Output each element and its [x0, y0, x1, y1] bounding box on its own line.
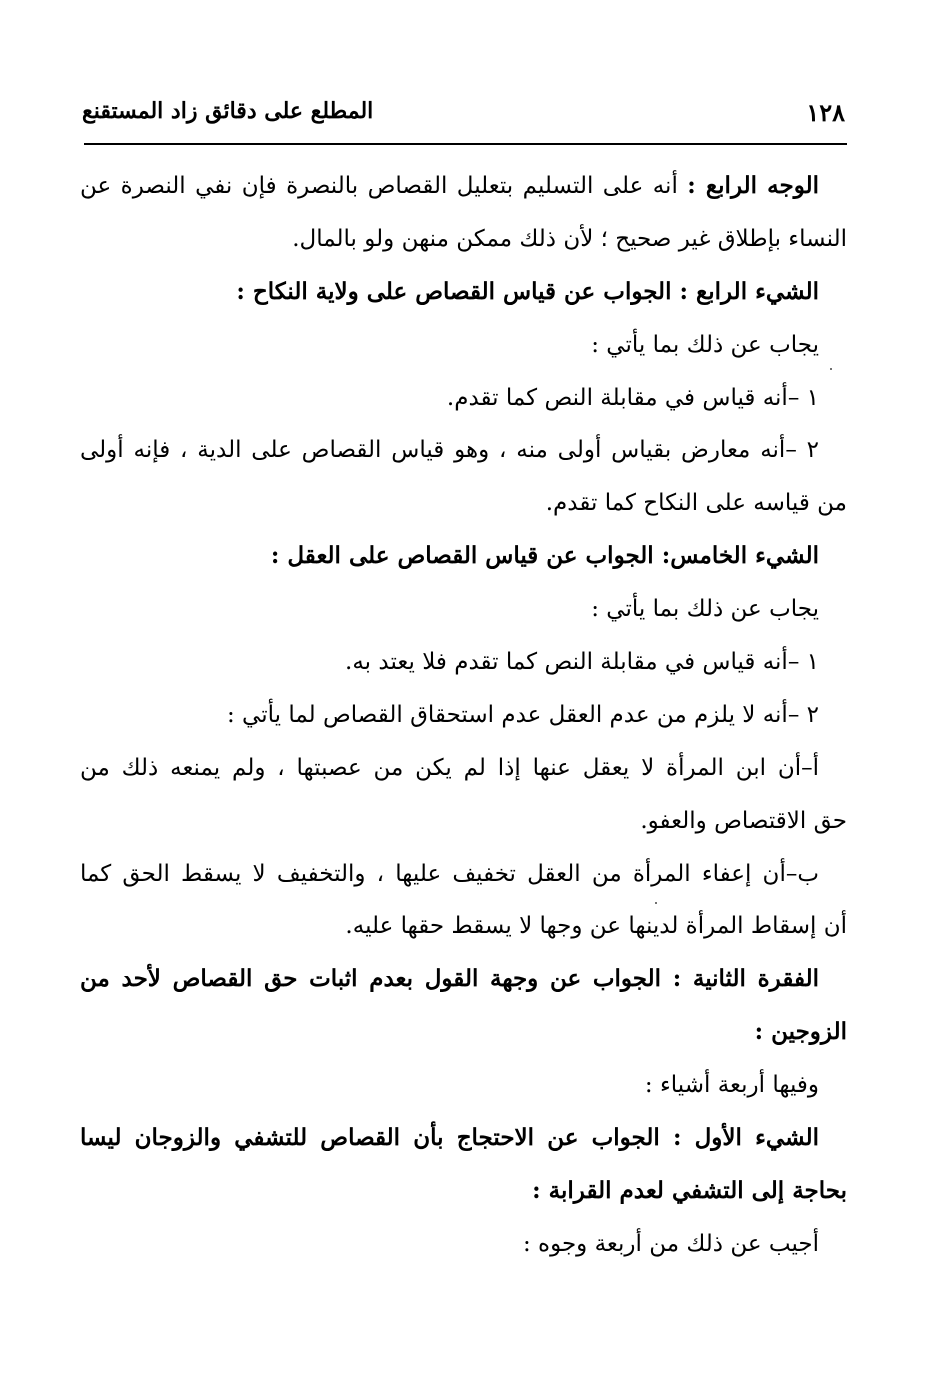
list-item: ١ –أنه قياس في مقابلة النص كما تقدم. [446, 384, 819, 411]
section-heading: الشيء الخامس: الجواب عن قياس القصاص على العقل : [270, 542, 819, 570]
page-number: ١٢٨ [806, 98, 845, 127]
page-body [80, 160, 847, 1271]
text-line: حق الاقتصاص والعفو. [640, 807, 847, 834]
text-line: من قياسه على النكاح كما تقدم. [545, 490, 847, 517]
text-line: يجاب عن ذلك بما يأتي : [591, 596, 819, 623]
text-line [80, 160, 847, 213]
header-rule [84, 143, 847, 145]
text-line: أن إسقاط المرأة لدينها عن وجها لا يسقط حقها عليه. [345, 913, 847, 940]
scan-speck [655, 902, 657, 904]
text-line: وفيها أربعة أشياء : [644, 1072, 819, 1099]
section-heading: الفقرة الثانية : الجواب عن وجهة القول بعدم اثبات حق القصاص لأحد من [80, 965, 819, 993]
list-item: ١ –أنه قياس في مقابلة النص كما تقدم فلا يعتد به. [345, 649, 819, 676]
page-header [82, 94, 845, 132]
section-heading: الزوجين : [754, 1018, 847, 1046]
text-line: النساء بإطلاق غير صحيح ؛ لأن ذلك ممكن منهن ولو بالمال. [292, 225, 847, 252]
text-line: أجيب عن ذلك من أربعة وجوه : [522, 1230, 819, 1257]
section-heading: بحاجة إلى التشفي لعدم القرابة : [532, 1176, 847, 1204]
section-heading: الوجه الرابع : [687, 172, 819, 199]
section-heading: الشيء الأول : الجواب عن الاحتجاج بأن القصاص للتشفي والزوجان ليسا [80, 1124, 819, 1152]
list-item: ٢ –أنه معارض بقياس أولى منه ، وهو قياس القصاص على الدية ، فإنه أولى [80, 437, 819, 464]
scan-speck [830, 368, 832, 370]
list-item: أ–أن ابن المرأة لا يعقل عنها إذا لم يكن من عصبتها ، ولم يمنعه ذلك من [80, 754, 819, 781]
list-item: ٢ –أنه لا يلزم من عدم العقل عدم استحقاق القصاص لما يأتي : [227, 701, 819, 728]
paragraph-text: أنه على التسليم بتعليل القصاص بالنصرة فإن نفي النصرة عن [80, 173, 688, 199]
list-item: ب–أن إعفاء المرأة من العقل تخفيف عليها ، والتخفيف لا يسقط الحق كما [80, 860, 819, 887]
running-title: المطلع على دقائق زاد المستقنع [82, 98, 374, 124]
text-line: يجاب عن ذلك بما يأتي : [591, 331, 819, 358]
section-heading: الشيء الرابع : الجواب عن قياس القصاص على ولاية النكاح : [236, 277, 819, 305]
